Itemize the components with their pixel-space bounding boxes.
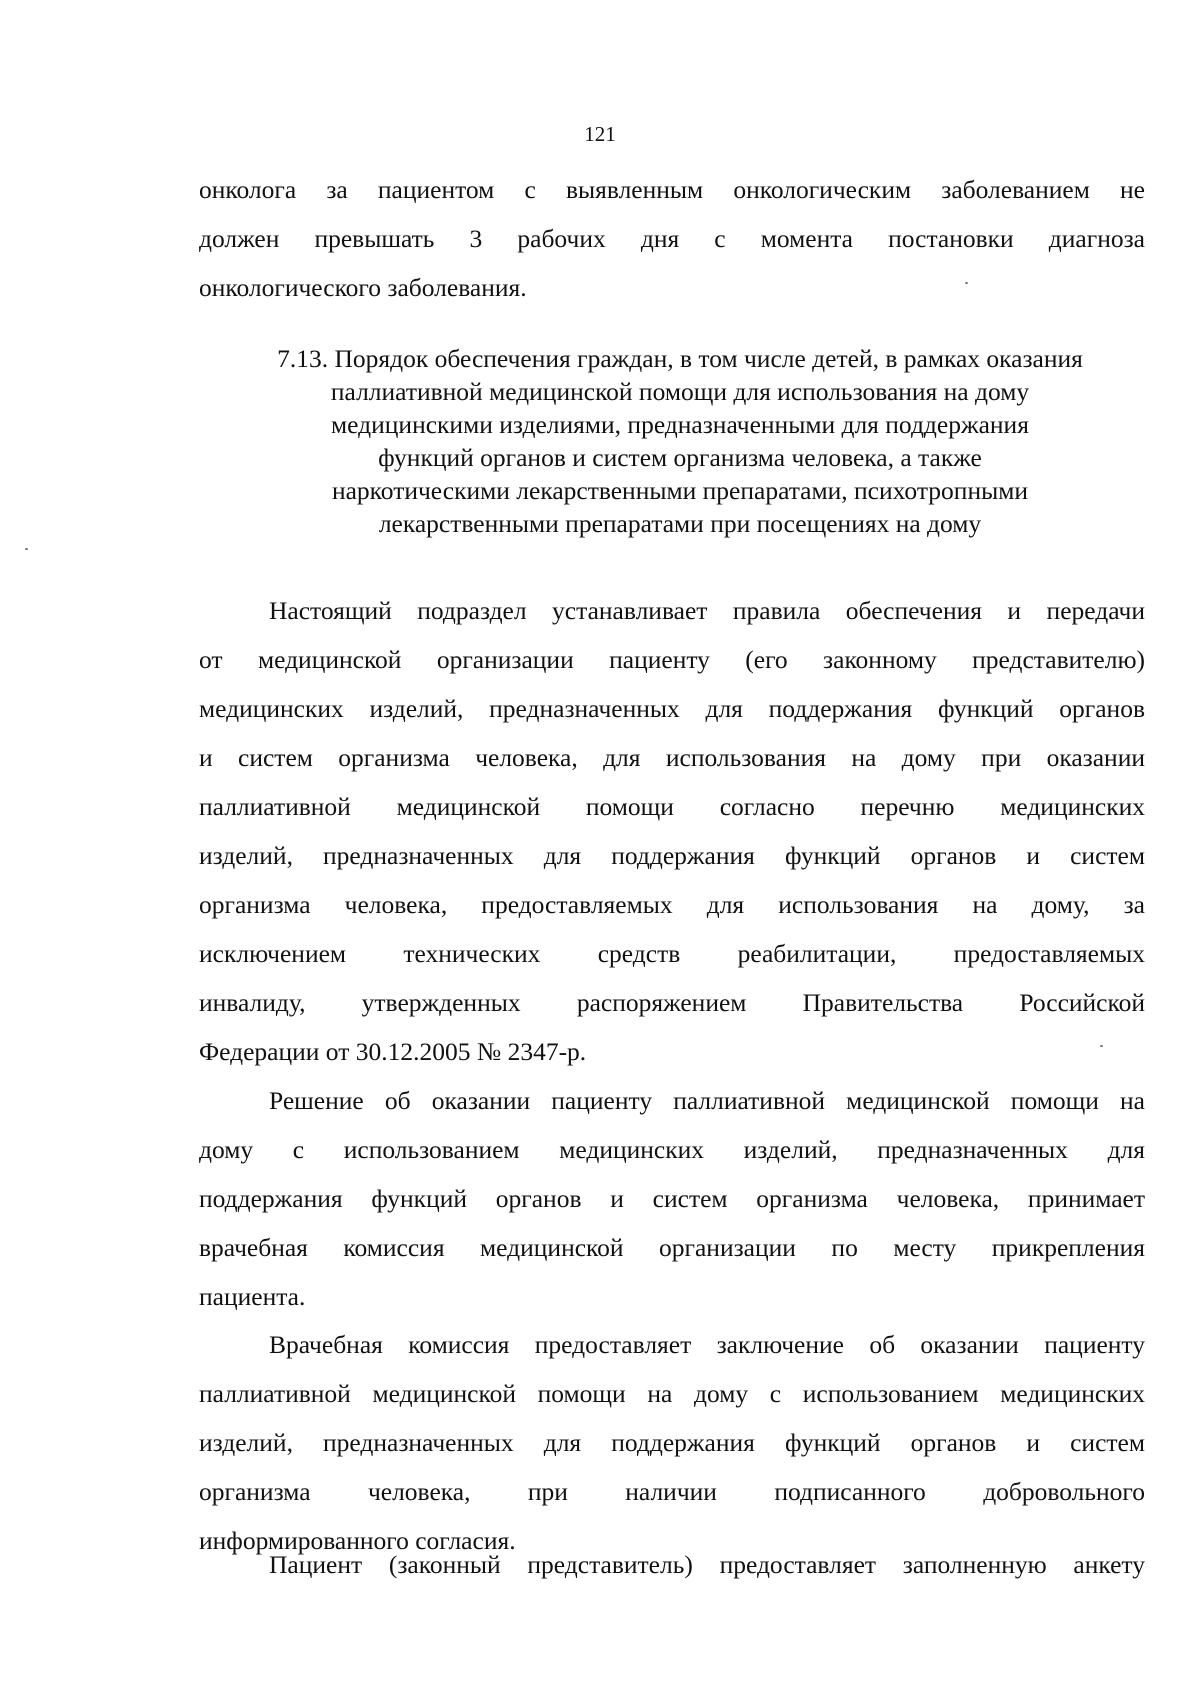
- text-line: организма человека, предоставляемых для использования на дому, за: [199, 890, 1145, 919]
- text-line: и систем организма человека, для использования на дому при оказании: [199, 743, 1145, 772]
- paragraph: [199, 586, 1145, 1076]
- heading-line: лекарственными препаратами при посещениях на дому: [378, 509, 982, 538]
- scan-speck: [965, 282, 968, 284]
- text-line: пациента.: [199, 1282, 306, 1311]
- paragraph: [199, 1540, 1145, 1589]
- text-line: дому с использованием медицинских изделий, предназначенных для: [199, 1135, 1145, 1164]
- text-line: онколога за пациентом с выявленным онкологическим заболеванием не: [199, 175, 1145, 204]
- page-number: 121: [584, 122, 616, 146]
- text-line: онкологического заболевания.: [199, 273, 527, 302]
- text-line: Врачебная комиссия предоставляет заключение об оказании пациенту: [269, 1330, 1145, 1359]
- text-line: медицинских изделий, предназначенных для поддержания функций органов: [199, 694, 1145, 723]
- text-line: изделий, предназначенных для поддержания функций органов и систем: [199, 1428, 1145, 1457]
- heading-line: медицинскими изделиями, предназначенными для поддержания: [331, 410, 1029, 439]
- text-line: Настоящий подраздел устанавливает правила обеспечения и передачи: [269, 596, 1145, 625]
- heading-line: паллиативной медицинской помощи для использования на дому: [330, 377, 1030, 406]
- text-line: исключением технических средств реабилитации, предоставляемых: [199, 939, 1145, 968]
- text-line: Решение об оказании пациенту паллиативной медицинской помощи на: [269, 1086, 1145, 1115]
- heading-line: функций органов и систем организма человека, а также: [378, 443, 982, 472]
- text-line: изделий, предназначенных для поддержания функций органов и систем: [199, 841, 1145, 870]
- heading-line: наркотическими лекарственными препаратами, психотропными: [331, 476, 1029, 505]
- text-line: инвалиду, утвержденных распоряжением Правительства Российской: [199, 988, 1145, 1017]
- paragraph: [199, 1076, 1145, 1321]
- text-line: паллиативной медицинской помощи согласно перечню медицинских: [199, 792, 1145, 821]
- text-line: паллиативной медицинской помощи на дому с использованием медицинских: [199, 1379, 1145, 1408]
- text-line: от медицинской организации пациенту (его законному представителю): [199, 645, 1145, 674]
- text-line: Пациент (законный представитель) предоставляет заполненную анкету: [269, 1550, 1145, 1579]
- text-line: должен превышать 3 рабочих дня с момента постановки диагноза: [199, 224, 1145, 253]
- text-line: информированного согласия.: [199, 1526, 516, 1555]
- text-line: организма человека, при наличии подписанного добровольного: [199, 1477, 1145, 1506]
- paragraph: [199, 1320, 1145, 1565]
- text-line: поддержания функций органов и систем организма человека, принимает: [199, 1184, 1145, 1213]
- section-heading: [180, 342, 1180, 540]
- text-line: врачебная комиссия медицинской организации по месту прикрепления: [199, 1233, 1145, 1262]
- heading-line: 7.13. Порядок обеспечения граждан, в том числе детей, в рамках оказания: [277, 344, 1083, 373]
- scan-speck: [25, 548, 28, 550]
- continuation-paragraph: [199, 165, 1145, 312]
- text-line: Федерации от 30.12.2005 № 2347-р.: [199, 1037, 587, 1066]
- scan-speck: [1100, 1045, 1103, 1047]
